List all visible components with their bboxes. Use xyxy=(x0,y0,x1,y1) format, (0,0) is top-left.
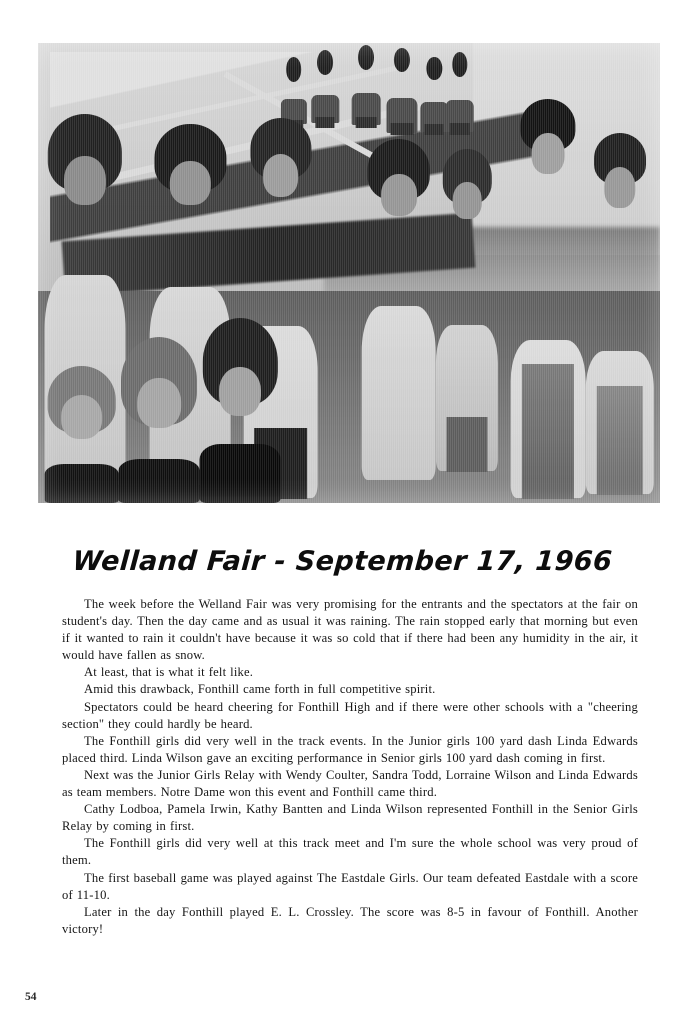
article-paragraph: Cathy Lodboa, Pamela Irwin, Kathy Bantten and Linda Wilson represented Fonthill in the Senior Girls Relay by coming in first. xyxy=(62,802,638,834)
article-paragraph: Amid this drawback, Fonthill came forth in full competitive spirit. xyxy=(84,682,436,697)
photograph-canvas xyxy=(38,43,660,503)
photo-person-standing xyxy=(585,153,653,493)
article-paragraph: Next was the Junior Girls Relay with Wendy Coulter, Sandra Todd, Lorraine Wilson and Linda Edwards as team members. Notre Dame won this event and Fonthill came third. xyxy=(62,767,638,800)
page-number: 54 xyxy=(25,991,37,1003)
article-paragraph: The Fonthill girls did very well at this track meet and I'm sure the whole school was very proud of them. xyxy=(62,836,638,868)
photo-person-standing xyxy=(511,121,586,498)
photo-person-standing xyxy=(361,158,436,480)
photo-person-foreground xyxy=(44,374,119,503)
article-paragraph: Later in the day Fonthill played E. L. Crossley. The score was 8-5 in favour of Fonthill. Another victory! xyxy=(62,904,638,936)
photo-person-foreground xyxy=(200,328,281,503)
photo-seated-spectator xyxy=(386,48,417,135)
photo-seated-spectator xyxy=(352,45,381,128)
article-paragraph: The first baseball game was played against The Eastdale Girls. Our team defeated Eastdale with a score of 11-10. xyxy=(62,870,638,902)
article-paragraph: The Fonthill girls did very well in the track events. In the Junior girls 100 yard dash Linda Edwards placed third. Linda Wilson gave an exciting performance in Senior girls 100 yard dash coming in first. xyxy=(62,733,638,765)
article-body xyxy=(62,596,638,938)
article-paragraph: At least, that is what it felt like. xyxy=(84,665,254,680)
article-paragraph: The week before the Welland Fair was very promising for the entrants and the spectators at the fair on student's day. Then the day came and as usual it was raining. The rain stopped early that morning but even if it wanted to rain it couldn't have because it was so cold that if there had been any humidity in the air, it would have fallen as snow. xyxy=(62,597,638,663)
photo-seated-spectator xyxy=(312,50,339,128)
article-title: Welland Fair - September 17, 1966 xyxy=(71,546,614,577)
photo-seated-spectator xyxy=(421,57,448,135)
photo-seated-spectator xyxy=(445,52,474,135)
photo-person-standing xyxy=(436,167,498,471)
photo-person-foreground xyxy=(119,347,200,503)
article-photograph xyxy=(38,43,660,503)
article-paragraph: Spectators could be heard cheering for Fonthill High and if there were other schools with a "cheering section" they could hardly be heard. xyxy=(62,699,638,731)
